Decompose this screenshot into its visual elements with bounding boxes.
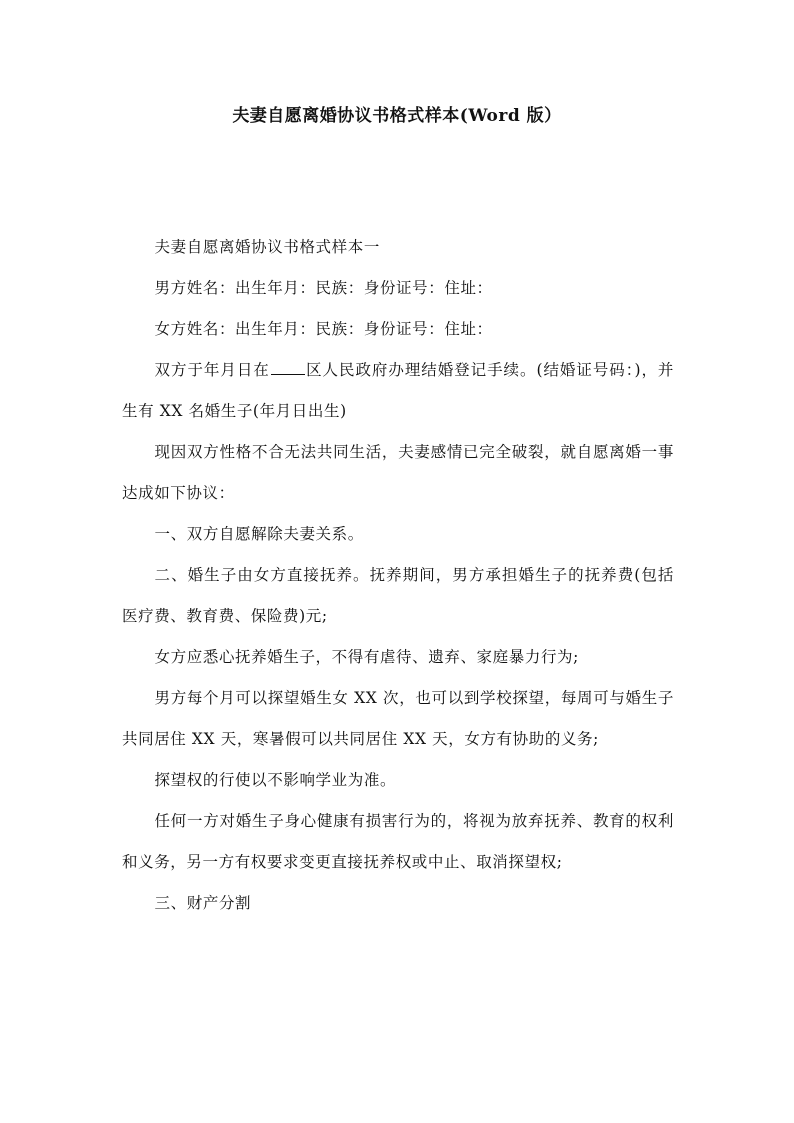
document-title: 夫妻自愿离婚协议书格式样本(Word 版） (232, 106, 562, 126)
subtitle-paragraph: 夫妻自愿离婚协议书格式样本一 (154, 238, 380, 256)
clause-3-paragraph: 三、财产分割 (154, 894, 252, 912)
clause-2-harm-paragraph: 任何一方对婚生子身心健康有损害行为的，将视为放弃抚养、教育的权利和义务，另一方有权要求变更直接抚养权或中止、取消探望权; (122, 812, 674, 871)
document-body (122, 227, 674, 924)
marriage-registration-paragraph (122, 350, 674, 432)
clause-2-care-paragraph: 女方应悉心抚养婚生子，不得有虐待、遗弃、家庭暴力行为; (154, 648, 579, 666)
female-info-paragraph: 女方姓名：出生年月：民族：身份证号：住址： (154, 320, 493, 338)
clause-2-limit-paragraph: 探望权的行使以不影响学业为准。 (154, 771, 397, 789)
divorce-reason-paragraph: 现因双方性格不合无法共同生活，夫妻感情已完全破裂，就自愿离婚一事达成如下协议： (122, 443, 674, 502)
marriage-registration-text-end: 区人民政府办理结婚登记手续。(结婚证号码：)，并生有 XX 名婚生子(年月日出生) (122, 361, 674, 420)
clause-2-paragraph: 二、婚生子由女方直接抚养。抚养期间，男方承担婚生子的抚养费(包括医疗费、教育费、保险费)元; (122, 566, 674, 625)
male-info-paragraph: 男方姓名：出生年月：民族：身份证号：住址： (154, 279, 493, 297)
clause-1-paragraph: 一、双方自愿解除夫妻关系。 (154, 525, 364, 543)
clause-2-visitation-paragraph: 男方每个月可以探望婚生女 XX 次，也可以到学校探望，每周可与婚生子共同居住 XX 天，寒暑假可以共同居住 XX 天，女方有协助的义务; (122, 689, 674, 748)
marriage-registration-text-start: 双方于年月日在 (154, 361, 270, 379)
fill-in-blank-line (271, 358, 305, 375)
